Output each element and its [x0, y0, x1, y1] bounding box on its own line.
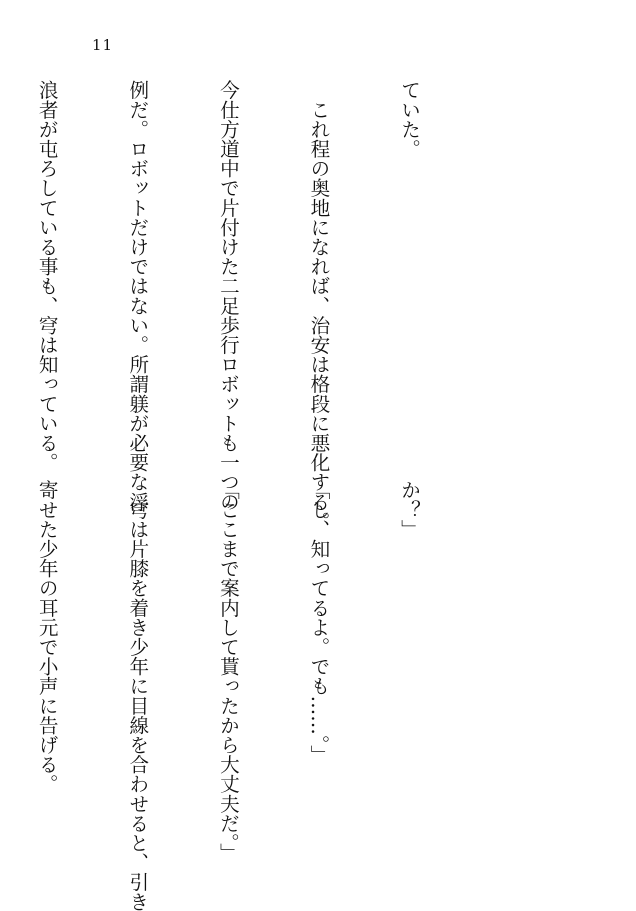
text-line: 「ここまで案内して貰ったから大丈夫だ。」 [216, 480, 240, 863]
text-line: 「し、知ってるよ。でも……。」 [306, 480, 330, 765]
text-line: ていた。 [397, 80, 421, 159]
text-line: 穹は片膝を着き少年に目線を合わせると、引き [125, 480, 149, 911]
text-line: 例だ。ロボットだけではない。所謂躾が必要な浮 [125, 80, 149, 512]
text-line: か？」 [397, 480, 421, 539]
page-number: 11 [92, 36, 114, 54]
text-line: これ程の奥地になれば、治安は格段に悪化する。 [306, 80, 330, 531]
upper-text-block [35, 80, 484, 531]
lower-text-block [35, 480, 484, 911]
text-line: 浪者が屯ろしている事も、穹は知っている。 [35, 80, 59, 472]
text-line: 今仕方道中で片付けた二足歩行ロボットも一つの [216, 80, 240, 512]
text-line: 寄せた少年の耳元で小声に告げる。 [35, 480, 59, 794]
